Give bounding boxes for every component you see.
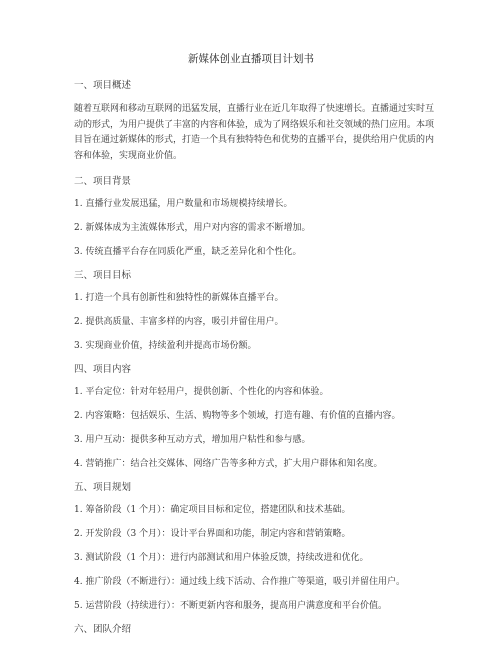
section-heading-content: 四、项目内容 — [74, 363, 132, 375]
list-item: 1. 筹备阶段（1 个月）：确定项目目标和定位，搭建团队和技术基础。 — [74, 504, 351, 515]
list-item: 1. 直播行业发展迅猛，用户数量和市场规模持续增长。 — [74, 198, 293, 209]
section-heading-team: 六、团队介绍 — [74, 623, 132, 635]
list-item: 4. 推广阶段（不断进行）：通过线上线下活动、合作推广等渠道，吸引并留住用户。 — [74, 576, 405, 587]
list-item: 3. 测试阶段（1 个月）：进行内部测试和用户体验反馈，持续改进和优化。 — [74, 552, 369, 563]
section-heading-goals: 三、项目目标 — [74, 269, 132, 281]
list-item: 5. 运营阶段（持续进行）：不断更新内容和服务，提高用户满意度和平台价值。 — [74, 600, 387, 611]
overview-paragraph: 随着互联网和移动互联网的迅猛发展，直播行业在近几年取得了快速增长。直播通过实时互动的形式，为用户提供了丰富的内容和体验，成为了网络娱乐和社交领域的热门应用。本项目旨在通过新媒体的形式，打造一个具有独特特色和优势的直播平台，提供给用户优质的内容和体验，实现商业价值。 — [74, 104, 435, 162]
list-item: 3. 实现商业价值，持续盈利并提高市场份额。 — [74, 340, 257, 351]
list-item: 2. 新媒体成为主流媒体形式，用户对内容的需求不断增加。 — [74, 222, 311, 233]
list-item: 1. 打造一个具有创新性和独特性的新媒体直播平台。 — [74, 292, 284, 303]
list-item: 2. 内容策略：包括娱乐、生活、购物等多个领域，打造有趣、有价值的直播内容。 — [74, 410, 401, 421]
list-item: 3. 用户互动：提供多种互动方式，增加用户粘性和参与感。 — [74, 434, 311, 445]
document-body — [74, 79, 434, 636]
list-item: 2. 开发阶段（3 个月）：设计平台界面和功能，制定内容和营销策略。 — [74, 528, 351, 539]
document-title: 新媒体创业直播项目计划书 — [188, 53, 314, 65]
section-heading-plan: 五、项目规划 — [74, 481, 132, 493]
list-item: 2. 提供高质量、丰富多样的内容，吸引并留住用户。 — [74, 316, 284, 327]
list-item: 1. 平台定位：针对年轻用户，提供创新、个性化的内容和体验。 — [74, 386, 329, 397]
section-heading-background: 二、项目背景 — [74, 175, 132, 187]
section-heading-overview: 一、项目概述 — [74, 80, 132, 91]
list-item: 4. 营销推广：结合社交媒体、网络广告等多种方式，扩大用户群体和知名度。 — [74, 458, 383, 469]
list-item: 3. 传统直播平台存在同质化严重，缺乏差异化和个性化。 — [74, 246, 302, 257]
